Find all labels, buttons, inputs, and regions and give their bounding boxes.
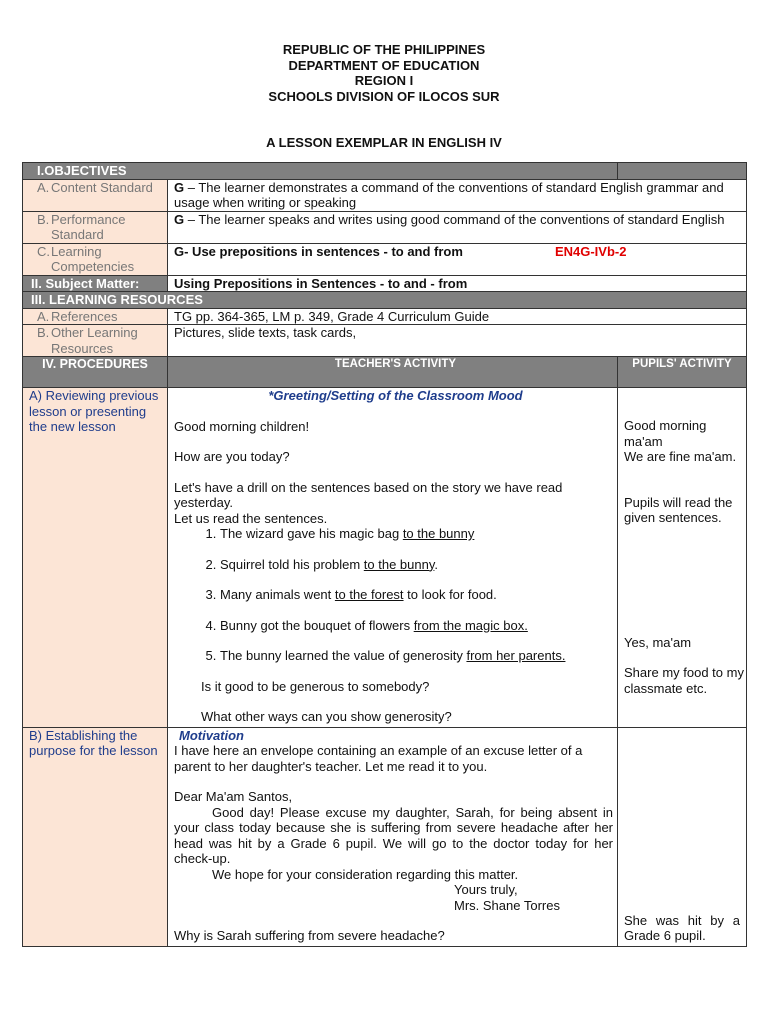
greeting-heading: *Greeting/Setting of the Classroom Mood xyxy=(268,388,523,403)
teacher-question-ways: What other ways can you show generosity? xyxy=(201,709,452,724)
learning-competencies-row xyxy=(23,243,747,275)
performance-standard-text: G – The learner speaks and writes using good command of the conventions of standard English xyxy=(168,211,747,243)
header-line-region: REGION I xyxy=(354,73,414,88)
performance-standard-label: B. Performance Standard xyxy=(23,211,168,243)
learning-competencies-label: C. Learning Competencies xyxy=(23,243,168,275)
sentence-list xyxy=(174,526,617,664)
procedure-b-teacher xyxy=(168,727,618,946)
sentence-item: 4. Bunny got the bouquet of flowers from the magic box. xyxy=(220,618,617,634)
header-line-republic: REPUBLIC OF THE PHILIPPINES xyxy=(282,42,486,57)
letter-consideration: We hope for your consideration regarding this matter. xyxy=(212,866,519,882)
procedure-a-teacher xyxy=(168,388,618,728)
other-resources-row xyxy=(23,325,747,357)
header-line-deped: DEPARTMENT OF EDUCATION xyxy=(288,57,480,73)
teacher-question-how: How are you today? xyxy=(174,449,290,464)
pupil-greeting-reply: Good morning ma'am xyxy=(624,418,707,449)
teacher-greeting: Good morning children! xyxy=(174,418,310,434)
other-resources-text: Pictures, slide texts, task cards, xyxy=(168,325,747,357)
motivation-heading: Motivation xyxy=(179,727,244,743)
letter-body: Good day! Please excuse my daughter, Sarah, for being absent in your class today because she is suffering from severe headache after her head was hit by a Grade 6 pupil. We will go to the doctor today for her check-up. xyxy=(174,804,614,866)
references-row xyxy=(23,308,747,325)
sentence-item: 1. The wizard gave his magic bag to the bunny xyxy=(220,526,617,542)
letter-salutation: Dear Ma'am Santos, xyxy=(174,789,293,804)
learning-competencies-text: G- Use prepositions in sentences - to and from EN4G-IVb-2 xyxy=(168,243,747,275)
teacher-question-sarah: Why is Sarah suffering from severe headache? xyxy=(174,928,445,943)
references-text: TG pp. 364-365, LM p. 349, Grade 4 Curriculum Guide xyxy=(168,308,747,325)
letter-signature: Mrs. Shane Torres xyxy=(454,897,560,913)
content-standard-label: A. Content Standard xyxy=(23,179,168,211)
procedure-a-label: A) Reviewing previous lesson or presenting the new lesson xyxy=(23,388,168,728)
pupil-yes-reply: Yes, ma'am xyxy=(624,634,692,650)
pupil-share-reply: Share my food to my classmate etc. xyxy=(624,665,744,696)
procedure-b-pupil xyxy=(618,727,747,946)
subject-matter-label: II. Subject Matter: xyxy=(23,275,168,292)
document-header xyxy=(0,42,768,104)
learning-resources-heading: III. LEARNING RESOURCES xyxy=(23,292,747,309)
pupil-activity-heading: PUPILS' ACTIVITY xyxy=(618,357,747,388)
references-label: A. References xyxy=(23,308,168,325)
teacher-drill-intro: Let's have a drill on the sentences based on the story we have read yesterday. xyxy=(174,479,563,510)
learning-resources-heading-row xyxy=(23,292,747,309)
teacher-read-instruction: Let us read the sentences. xyxy=(174,510,328,526)
pupil-read-reply: Pupils will read the given sentences. xyxy=(624,494,733,525)
procedures-heading-row xyxy=(23,357,747,388)
teacher-activity-heading: TEACHER'S ACTIVITY xyxy=(168,357,618,388)
objectives-heading: I.OBJECTIVES xyxy=(23,163,618,180)
subject-matter-row xyxy=(23,275,747,292)
header-line-division: SCHOOLS DIVISION OF ILOCOS SUR xyxy=(268,88,500,104)
objectives-heading-row xyxy=(23,163,747,180)
sentence-item: 5. The bunny learned the value of generosity from her parents. xyxy=(220,648,617,664)
performance-standard-row xyxy=(23,211,747,243)
procedure-b-label: B) Establishing the purpose for the lesson xyxy=(23,727,168,946)
teacher-question-generous: Is it good to be generous to somebody? xyxy=(201,678,430,694)
competency-code: EN4G-IVb-2 xyxy=(554,243,627,259)
procedure-a-row xyxy=(23,388,747,728)
pupil-fine-reply: We are fine ma'am. xyxy=(624,449,737,464)
content-standard-text: G – The learner demonstrates a command of the conventions of standard English grammar and usage when writing or speaking xyxy=(168,179,747,211)
procedures-heading: IV. PROCEDURES xyxy=(23,357,168,388)
other-resources-label: B. Other Learning Resources xyxy=(23,325,168,357)
letter-closing: Yours truly, xyxy=(454,882,518,897)
content-standard-row xyxy=(23,179,747,211)
procedure-a-pupil xyxy=(618,388,747,728)
subject-matter-text: Using Prepositions in Sentences - to and - from xyxy=(168,275,747,292)
lesson-table xyxy=(22,162,747,947)
pupil-sarah-answer: She was hit by a Grade 6 pupil. xyxy=(624,912,741,943)
procedure-b-row xyxy=(23,727,747,946)
sentence-item: 2. Squirrel told his problem to the bunny. xyxy=(220,557,617,573)
motivation-intro: I have here an envelope containing an example of an excuse letter of a parent to her daughter's teacher. Let me read it to you. xyxy=(174,743,583,774)
sentence-item: 3. Many animals went to the forest to look for food. xyxy=(220,587,617,603)
lesson-title: A LESSON EXEMPLAR IN ENGLISH IV xyxy=(266,135,502,150)
